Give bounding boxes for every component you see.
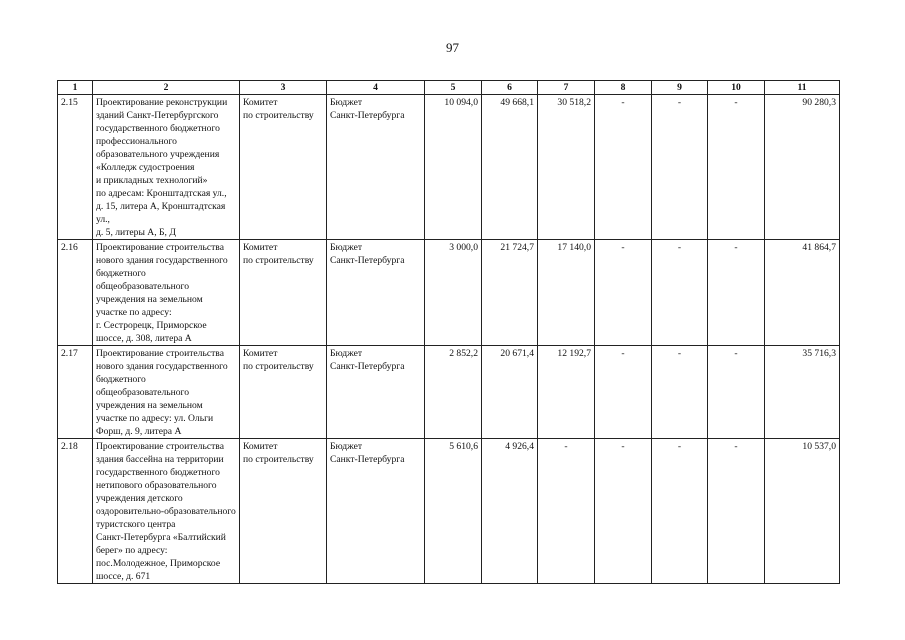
table-row <box>58 439 840 584</box>
total-cell: 90 280,3 <box>765 95 840 240</box>
funding-source-cell: Бюджет Санкт-Петербурга <box>327 346 425 439</box>
column-header: 3 <box>240 81 327 95</box>
funding-source-cell: Бюджет Санкт-Петербурга <box>327 240 425 346</box>
column-header: 10 <box>708 81 765 95</box>
project-description-cell: Проектирование строительства нового здания государственного бюджетного общеобразовательного учреждения на земельном участке по адресу: г. Сестрорецк, Приморское шоссе, д. 308, литера А <box>93 240 240 346</box>
column-header: 1 <box>58 81 93 95</box>
amount-cell-9: - <box>652 346 708 439</box>
total-cell: 41 864,7 <box>765 240 840 346</box>
amount-cell-9: - <box>652 439 708 584</box>
column-header: 8 <box>595 81 652 95</box>
page-number: 97 <box>446 40 459 55</box>
column-header: 7 <box>538 81 595 95</box>
amount-cell-7: 17 140,0 <box>538 240 595 346</box>
column-header: 4 <box>327 81 425 95</box>
amount-cell-7: 30 518,2 <box>538 95 595 240</box>
responsible-body-cell: Комитет по строительству <box>240 439 327 584</box>
column-header: 6 <box>482 81 538 95</box>
responsible-body-cell: Комитет по строительству <box>240 240 327 346</box>
amount-cell-8: - <box>595 95 652 240</box>
amount-cell-8: - <box>595 439 652 584</box>
amount-cell-6: 21 724,7 <box>482 240 538 346</box>
project-description-cell: Проектирование строительства здания бассейна на территории государственного бюджетного нетипового образовательного учреждения детского оздоровительно-образовательного туристского центра Санкт-Петербурга «Балтийский берег» по адресу: пос.Молодежное, Приморское шоссе, д. 671 <box>93 439 240 584</box>
project-description-cell: Проектирование реконструкции зданий Санкт-Петербургского государственного бюджетного профессионального образовательного учреждения «Колледж судостроения и прикладных технологий» по адресам: Кронштадтская ул., д. 15, литера А, Кронштадтская ул., д. 5, литеры А, Б, Д <box>93 95 240 240</box>
row-number-cell: 2.17 <box>58 346 93 439</box>
amount-cell-5: 10 094,0 <box>425 95 482 240</box>
row-number-cell: 2.16 <box>58 240 93 346</box>
project-description-cell: Проектирование строительства нового здания государственного бюджетного общеобразовательного учреждения на земельном участке по адресу: ул. Ольги Форш, д. 9, литера А <box>93 346 240 439</box>
responsible-body-cell: Комитет по строительству <box>240 95 327 240</box>
column-header: 9 <box>652 81 708 95</box>
column-header: 2 <box>93 81 240 95</box>
column-header: 11 <box>765 81 840 95</box>
amount-cell-5: 5 610,6 <box>425 439 482 584</box>
amount-cell-10: - <box>708 240 765 346</box>
amount-cell-7: - <box>538 439 595 584</box>
amount-cell-9: - <box>652 95 708 240</box>
amount-cell-8: - <box>595 240 652 346</box>
table-row <box>58 240 840 346</box>
budget-table <box>57 80 840 584</box>
amount-cell-6: 49 668,1 <box>482 95 538 240</box>
funding-source-cell: Бюджет Санкт-Петербурга <box>327 95 425 240</box>
row-number-cell: 2.18 <box>58 439 93 584</box>
column-header: 5 <box>425 81 482 95</box>
amount-cell-8: - <box>595 346 652 439</box>
table-header-row <box>58 81 840 95</box>
total-cell: 10 537,0 <box>765 439 840 584</box>
amount-cell-10: - <box>708 95 765 240</box>
amount-cell-7: 12 192,7 <box>538 346 595 439</box>
responsible-body-cell: Комитет по строительству <box>240 346 327 439</box>
funding-source-cell: Бюджет Санкт-Петербурга <box>327 439 425 584</box>
table-row <box>58 346 840 439</box>
amount-cell-9: - <box>652 240 708 346</box>
amount-cell-10: - <box>708 439 765 584</box>
amount-cell-5: 2 852,2 <box>425 346 482 439</box>
amount-cell-10: - <box>708 346 765 439</box>
total-cell: 35 716,3 <box>765 346 840 439</box>
row-number-cell: 2.15 <box>58 95 93 240</box>
amount-cell-5: 3 000,0 <box>425 240 482 346</box>
table-row <box>58 95 840 240</box>
amount-cell-6: 4 926,4 <box>482 439 538 584</box>
amount-cell-6: 20 671,4 <box>482 346 538 439</box>
